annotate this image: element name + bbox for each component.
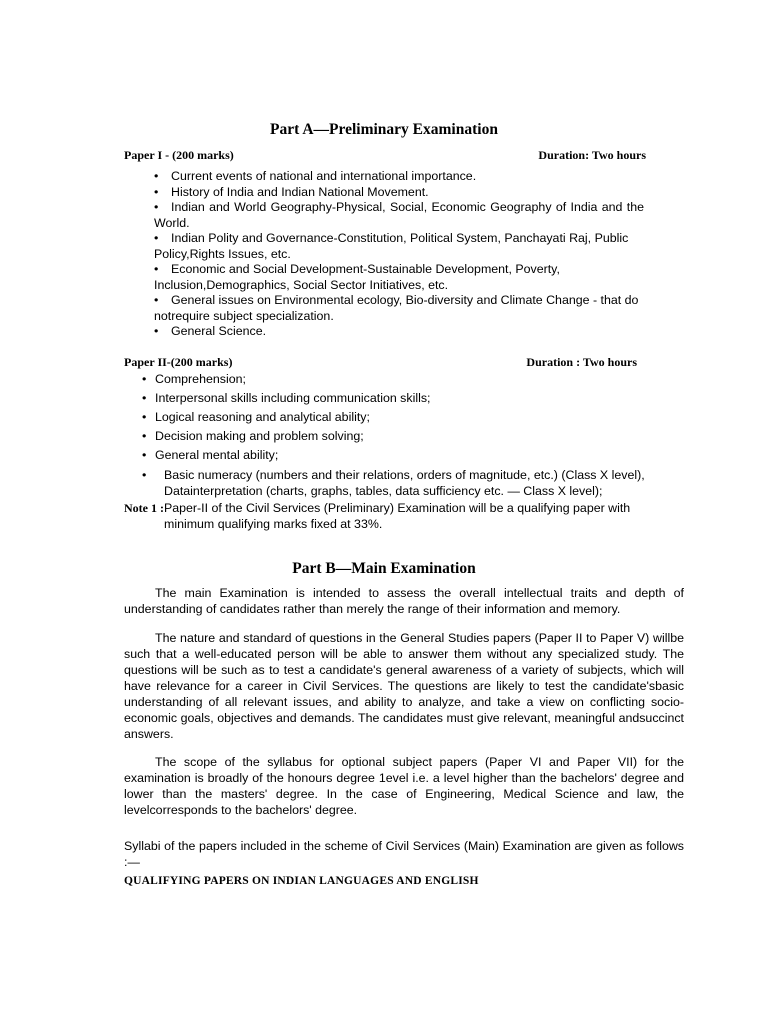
bullet-icon: • xyxy=(142,391,147,405)
paragraph-optional-papers: The scope of the syllabus for optional subject papers (Paper VI and Paper VII) for the examination is broadly of the honours degree 1evel i.e. a level higher than the bachelors' degree and lower than the masters' degree. In the case of Engineering, Medical Science and law, the levelcorresponds to the bachelors' degree. xyxy=(124,755,684,817)
part-a-title: Part A—Preliminary Examination xyxy=(270,121,498,138)
section-heading-qualifying-papers: QUALIFYING PAPERS ON INDIAN LANGUAGES AND ENGLISH xyxy=(124,875,479,887)
bullet-icon: • xyxy=(154,231,159,245)
paragraph-intro: The main Examination is intended to assess the overall intellectual traits and depth of understanding of candidates rather than merely the range of their information and memory. xyxy=(124,586,684,616)
bullet-icon: • xyxy=(154,200,159,214)
list-item: • Indian Polity and Governance-Constitution, Political System, Panchayati Raj, Public Policy,Rights Issues, etc. xyxy=(154,231,629,261)
paragraph-general-studies: The nature and standard of questions in the General Studies papers (Paper II to Paper V) willbe such that a well-educated person will be able to answer them without any specialized study. The questions will be such as to test a candidate's general awareness of a variety of subjects, which will have relevance for a career in Civil Services. The questions are likely to test the candidate'sbasic understanding of all relevant issues, and ability to analyze, and take a view on conflicting socio-economic goals, objectives and demands. The candidates must give relevant, meaningful andsuccinct answers. xyxy=(124,631,684,741)
list-item: • Interpersonal skills including communication skills; xyxy=(142,391,431,405)
note-label: Note 1 : xyxy=(124,501,164,515)
note-text-line-2: minimum qualifying marks fixed at 33%. xyxy=(164,517,383,531)
list-item: • General issues on Environmental ecology, Bio-diversity and Climate Change - that do notrequire subject specialization. xyxy=(154,293,639,323)
list-item: • Logical reasoning and analytical ability; xyxy=(142,410,370,424)
list-item: • Indian and World Geography-Physical, Social, Economic Geography of India and the World. xyxy=(154,200,644,230)
bullet-icon: • xyxy=(154,293,159,307)
list-item: • Economic and Social Development-Sustainable Development, Poverty, Inclusion,Demographics, Social Sector Initiatives, etc. xyxy=(154,262,560,292)
bullet-icon: • xyxy=(154,184,159,199)
paper-2-topic-list xyxy=(142,372,662,499)
paper-1-heading: Paper I - (200 marks) xyxy=(124,148,234,162)
list-item: • General Science. xyxy=(154,324,267,338)
paper-1-topic-list xyxy=(154,169,644,340)
list-item: • Comprehension; xyxy=(142,372,246,386)
paper-2-duration: Duration : Two hours xyxy=(526,355,637,369)
bullet-icon: • xyxy=(142,429,147,443)
bullet-icon: • xyxy=(142,410,147,424)
paper-1-duration: Duration: Two hours xyxy=(538,148,646,162)
note-text-line-1: Paper-II of the Civil Services (Preliminary) Examination will be a qualifying paper with xyxy=(163,501,631,515)
bullet-icon: • xyxy=(154,262,159,276)
paper-2-heading: Paper II-(200 marks) xyxy=(124,355,233,369)
list-item: • Current events of national and international importance. xyxy=(154,169,477,183)
list-item: • Decision making and problem solving; xyxy=(142,429,364,443)
list-item: • Basic numeracy (numbers and their relations, orders of magnitude, etc.) (Class X level), Datainterpretation (charts, graphs, tables, data sufficiency etc. — Class X level); xyxy=(142,468,645,498)
bullet-icon: • xyxy=(142,372,147,386)
list-item: • General mental ability; xyxy=(142,448,279,462)
bullet-icon: • xyxy=(154,169,159,183)
list-item: • History of India and Indian National Movement. xyxy=(154,184,429,199)
bullet-icon: • xyxy=(142,468,147,482)
paragraph-syllabi: Syllabi of the papers included in the scheme of Civil Services (Main) Examination are given as follows :— xyxy=(124,839,684,869)
bullet-icon: • xyxy=(154,324,159,338)
paper-1-heading-row xyxy=(124,148,646,163)
part-b-title: Part B—Main Examination xyxy=(292,560,476,577)
paper-2-heading-row xyxy=(124,355,637,370)
note-1 xyxy=(124,500,664,532)
bullet-icon: • xyxy=(142,448,147,462)
